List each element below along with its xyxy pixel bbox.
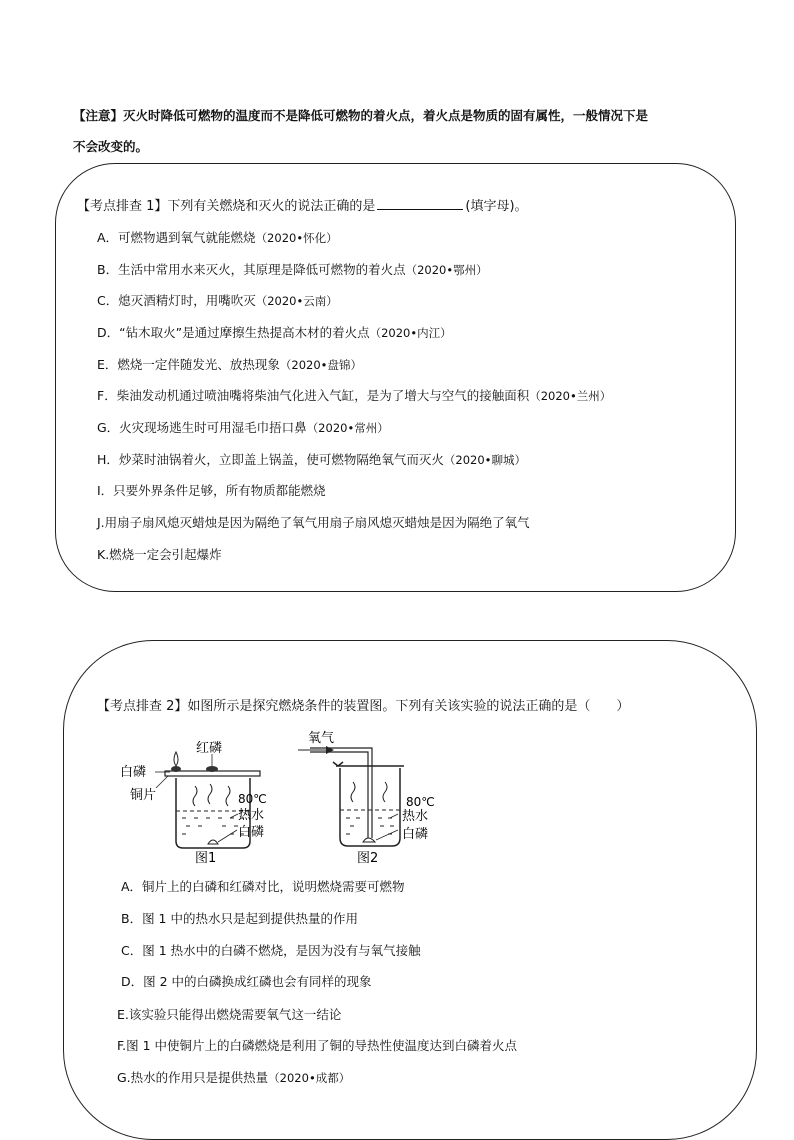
- question-1-option: [97, 482, 326, 500]
- question-1-option: [97, 356, 362, 374]
- question-2-option: [117, 1006, 341, 1024]
- note-line-2: 不会改变的。: [73, 139, 149, 154]
- option-text: F.图 1 中使铜片上的白磷燃烧是利用了铜的导热性使温度达到白磷着火点: [117, 1038, 518, 1053]
- question-1-option: [97, 419, 389, 437]
- question-1-option: [97, 261, 488, 279]
- option-source: （2020•怀化）: [255, 231, 338, 245]
- figure-1: [120, 740, 267, 866]
- label-hot-water-2: 热水: [402, 809, 429, 824]
- option-text: A．可燃物遇到氧气就能燃烧: [97, 230, 256, 245]
- question-1-title-suffix: (填字母)。: [465, 199, 528, 214]
- question-2-option: [121, 973, 372, 991]
- question-2-option: [121, 942, 421, 960]
- question-2-option: [121, 910, 358, 928]
- option-source: （2020•成都）: [268, 1071, 351, 1085]
- question-1-option: [97, 514, 530, 532]
- option-text: B．生活中常用水来灭火，其原理是降低可燃物的着火点: [97, 262, 406, 277]
- label-red-phosphorus: 红磷: [196, 741, 223, 756]
- option-text: G.热水的作用只是提供热量: [117, 1070, 269, 1085]
- option-text: H．炒菜时油锅着火，立即盖上锅盖，使可燃物隔绝氧气而灭火: [97, 452, 444, 467]
- figure-1-caption: 图1: [195, 851, 217, 866]
- option-text: B．图 1 中的热水只是起到提供热量的作用: [121, 911, 358, 926]
- question-1-option: [97, 387, 611, 405]
- option-text: E.该实验只能得出燃烧需要氧气这一结论: [117, 1007, 342, 1022]
- option-source: （2020•兰州）: [529, 389, 612, 403]
- question-2-option: [117, 1069, 350, 1087]
- question-2-option: [117, 1037, 517, 1055]
- experiment-figure: [110, 726, 450, 871]
- option-text: C．图 1 热水中的白磷不燃烧，是因为没有与氧气接触: [121, 943, 421, 958]
- question-1-option: [97, 324, 452, 342]
- option-text: D．“钻木取火”是通过摩擦生热提高木材的着火点: [97, 325, 370, 340]
- option-text: G．火灾现场逃生时可用湿毛巾捂口鼻: [97, 420, 307, 435]
- label-copper-plate: 铜片: [130, 788, 157, 803]
- option-source: （2020•云南）: [255, 294, 338, 308]
- option-text: F．柴油发动机通过喷油嘴将柴油气化进入气缸，是为了增大与空气的接触面积: [97, 388, 530, 403]
- option-source: （2020•内江）: [369, 326, 452, 340]
- label-white-phosphorus-2: 白磷: [402, 827, 429, 842]
- question-1-option: [97, 451, 526, 469]
- question-2-option: [121, 878, 405, 896]
- label-temp-2: 80℃: [406, 795, 435, 809]
- note-paragraph: [73, 100, 733, 162]
- option-text: A．铜片上的白磷和红磷对比，说明燃烧需要可燃物: [121, 879, 405, 894]
- option-text: I．只要外界条件足够，所有物质都能燃烧: [97, 483, 326, 498]
- option-text: C．熄灭酒精灯时，用嘴吹灭: [97, 293, 256, 308]
- option-source: （2020•聊城）: [443, 453, 526, 467]
- label-oxygen: 氧气: [308, 731, 335, 746]
- question-1-option: [97, 229, 338, 247]
- label-white-phosphorus-top: 白磷: [120, 765, 147, 780]
- label-hot-water-1: 热水: [238, 808, 265, 823]
- option-text: D．图 2 中的白磷换成红磷也会有同样的现象: [121, 974, 372, 989]
- option-text: E．燃烧一定伴随发光、放热现象: [97, 357, 280, 372]
- figure-2-caption: 图2: [357, 851, 379, 866]
- option-source: （2020•鄂州）: [405, 263, 488, 277]
- option-text: J.用扇子扇风熄灭蜡烛是因为隔绝了氧气用扇子扇风熄灭蜡烛是因为隔绝了氧气: [97, 515, 530, 530]
- figure-2: [298, 731, 435, 866]
- note-line-1: 【注意】灭火时降低可燃物的温度而不是降低可燃物的着火点，着火点是物质的固有属性，一般情况下是: [73, 108, 649, 123]
- question-1-option: [97, 292, 338, 310]
- option-source: （2020•常州）: [306, 421, 389, 435]
- question-1-title: [77, 197, 528, 217]
- question-1-title-text: 【考点排查 1】下列有关燃烧和灭火的说法正确的是: [77, 199, 376, 214]
- question-2-title: 【考点排查 2】如图所示是探究燃烧条件的装置图。下列有关该实验的说法正确的是（ ）: [97, 699, 630, 714]
- answer-blank[interactable]: [377, 197, 463, 210]
- option-source: （2020•盘锦）: [279, 358, 362, 372]
- option-text: K.燃烧一定会引起爆炸: [97, 547, 222, 562]
- label-temp-1: 80℃: [238, 792, 267, 806]
- question-1-option: [97, 546, 222, 564]
- label-white-phosphorus-bottom: 白磷: [238, 825, 265, 840]
